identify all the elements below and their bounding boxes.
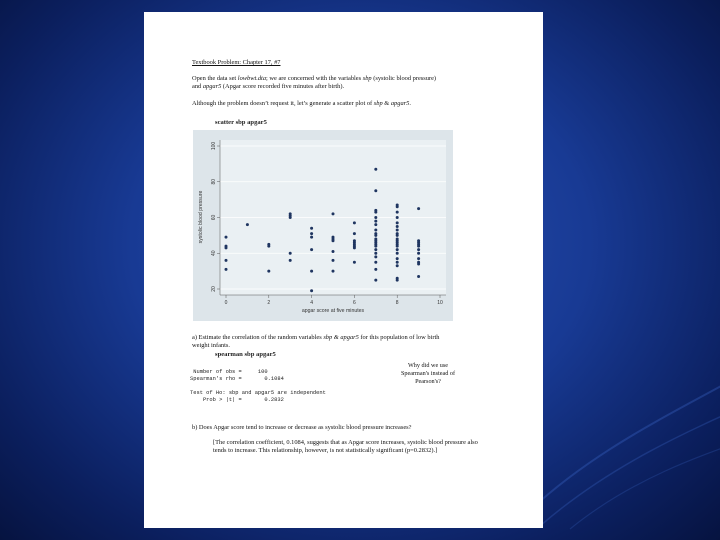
- data-point: [310, 289, 313, 292]
- data-point: [332, 212, 335, 215]
- data-point: [374, 223, 377, 226]
- data-point: [310, 232, 313, 235]
- data-point: [332, 259, 335, 262]
- data-point: [353, 246, 356, 249]
- question-a-line-1: a) Estimate the correlation of the random variables sbp & apgar5 for this population of low birth: [192, 334, 440, 341]
- data-point: [396, 257, 399, 260]
- y-axis-label: systolic blood pressure: [198, 190, 204, 244]
- data-point: [417, 257, 420, 260]
- data-point: [310, 236, 313, 239]
- data-point: [396, 205, 399, 208]
- x-tick-label: 4: [310, 300, 313, 306]
- data-point: [396, 248, 399, 251]
- spearman-command: spearman sbp apgar5: [215, 351, 276, 358]
- data-point: [246, 223, 249, 226]
- data-point: [289, 252, 292, 255]
- data-point: [396, 252, 399, 255]
- data-point: [374, 234, 377, 237]
- data-point: [396, 234, 399, 237]
- scatter-command: scatter sbp apgar5: [215, 119, 267, 126]
- data-point: [396, 229, 399, 232]
- x-tick-label: 8: [395, 300, 399, 306]
- intro-line-2: and apgar5 (Apgar score recorded five minutes after birth).: [192, 83, 345, 90]
- data-point: [225, 236, 228, 239]
- data-point: [396, 261, 399, 264]
- data-point: [289, 259, 292, 262]
- data-point: [374, 268, 377, 271]
- data-point: [267, 270, 270, 273]
- data-point: [310, 227, 313, 230]
- answer-paragraph: [The correlation coefficient, 0.1084, suggests that as Apgar score increases, systolic blood pressure also tends to increase. This relationship, however, is not statistically significant (p=0.2832).]: [213, 439, 478, 455]
- data-point: [396, 216, 399, 219]
- intro-line-1: Open the data set lowbwt.dta; we are concerned with the variables sbp (systolic blood pressure): [192, 75, 437, 82]
- question-a-line-2: weight infants.: [192, 342, 230, 349]
- data-point: [332, 239, 335, 242]
- x-tick-label: 2: [267, 300, 271, 306]
- data-point: [374, 255, 377, 258]
- y-tick-label: 60: [211, 214, 217, 221]
- data-point: [374, 245, 377, 248]
- data-point: [225, 268, 228, 271]
- y-tick-label: 80: [211, 178, 217, 185]
- side-note: Why did we use Spearman's instead of Pearson's?: [400, 362, 456, 385]
- x-tick-label: 0: [224, 300, 228, 306]
- data-point: [374, 248, 377, 251]
- scatter-plot: [193, 130, 453, 321]
- data-point: [310, 270, 313, 273]
- y-tick-label: 20: [211, 286, 217, 292]
- question-b: b) Does Apgar score tend to increase or decrease as systolic blood pressure increases?: [192, 424, 412, 431]
- data-point: [289, 216, 292, 219]
- data-point: [396, 245, 399, 248]
- data-point: [225, 259, 228, 262]
- x-axis-label: apgar score at five minutes: [301, 308, 365, 314]
- data-point: [396, 225, 399, 228]
- y-tick-label: 100: [211, 141, 217, 151]
- data-point: [417, 275, 420, 278]
- x-tick-label: 6: [353, 300, 356, 306]
- document-page: [144, 12, 543, 528]
- data-point: [374, 229, 377, 232]
- data-point: [396, 221, 399, 224]
- data-point: [374, 279, 377, 282]
- data-point: [417, 252, 420, 255]
- data-point: [417, 207, 420, 210]
- data-point: [396, 279, 399, 282]
- data-point: [332, 250, 335, 253]
- data-point: [374, 189, 377, 192]
- data-point: [396, 211, 399, 214]
- data-point: [374, 168, 377, 171]
- data-point: [417, 262, 420, 265]
- instruction-line: Although the problem doesn’t request it, let’s generate a scatter plot of sbp & apgar5.: [192, 100, 411, 107]
- data-point: [417, 248, 420, 251]
- data-point: [310, 248, 313, 251]
- data-point: [353, 221, 356, 224]
- data-point: [225, 246, 228, 249]
- data-point: [267, 245, 270, 248]
- stata-output-line-2: Spearman's rho = 0.1084: [190, 376, 284, 382]
- data-point: [417, 245, 420, 248]
- page-heading: Textbook Problem: Chapter 17, #7: [192, 59, 281, 66]
- data-point: [353, 261, 356, 264]
- data-point: [353, 232, 356, 235]
- data-point: [374, 220, 377, 223]
- stata-output-line-4: Prob > |t| = 0.2832: [190, 397, 284, 403]
- data-point: [374, 216, 377, 219]
- data-point: [374, 261, 377, 264]
- data-point: [396, 264, 399, 267]
- stata-output-line-1: Number of obs = 100: [190, 369, 268, 375]
- data-point: [374, 211, 377, 214]
- data-point: [332, 270, 335, 273]
- x-tick-label: 10: [437, 300, 443, 306]
- stata-output-line-3: Test of Ho: sbp and apgar5 are independent: [190, 390, 326, 396]
- data-point: [374, 252, 377, 255]
- y-tick-label: 40: [211, 250, 217, 257]
